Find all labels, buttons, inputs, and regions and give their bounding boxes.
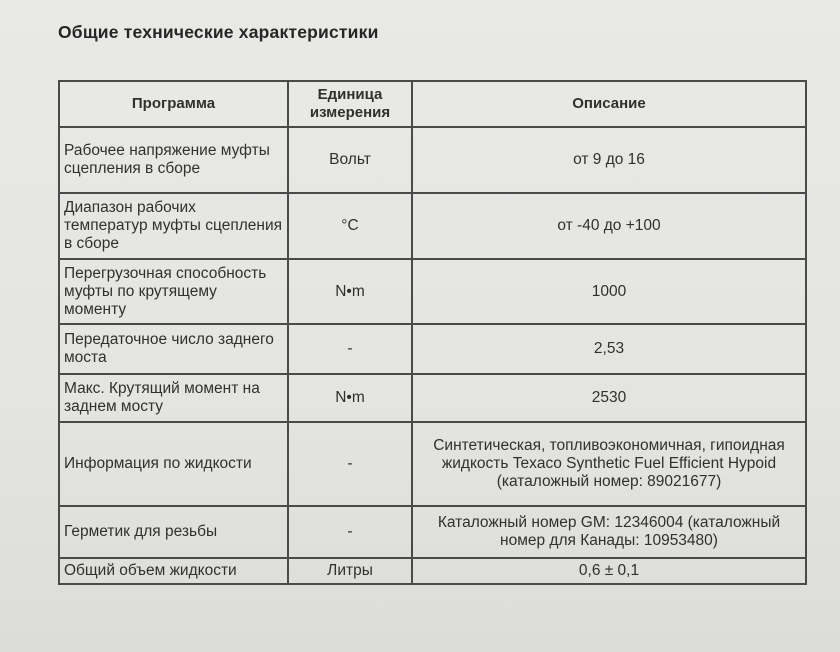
unit-cell: - bbox=[288, 506, 412, 558]
table-row bbox=[59, 374, 806, 422]
unit-cell: - bbox=[288, 422, 412, 506]
table-row bbox=[59, 324, 806, 374]
unit-cell: Литры bbox=[288, 558, 412, 584]
param-cell: Перегрузочная способность муфты по крутящему моменту bbox=[59, 259, 288, 324]
specifications-table bbox=[58, 80, 807, 585]
page-title: Общие технические характеристики bbox=[58, 22, 379, 42]
table-header-row bbox=[59, 81, 806, 127]
param-cell: Передаточное число заднего моста bbox=[59, 324, 288, 374]
description-cell: Каталожный номер GM: 12346004 (каталожный номер для Канады: 10953480) bbox=[412, 506, 806, 558]
table-row bbox=[59, 127, 806, 193]
unit-cell: - bbox=[288, 324, 412, 374]
description-cell: 1000 bbox=[412, 259, 806, 324]
description-cell: от 9 до 16 bbox=[412, 127, 806, 193]
param-cell: Информация по жидкости bbox=[59, 422, 288, 506]
table-row bbox=[59, 558, 806, 584]
table-row bbox=[59, 259, 806, 324]
param-cell: Диапазон рабочих температур муфты сцепления в сборе bbox=[59, 193, 288, 259]
column-header-program: Программа bbox=[59, 81, 288, 127]
param-cell: Макс. Крутящий момент на заднем мосту bbox=[59, 374, 288, 422]
table-row bbox=[59, 506, 806, 558]
unit-cell: Вольт bbox=[288, 127, 412, 193]
unit-cell: N•m bbox=[288, 374, 412, 422]
unit-cell: °C bbox=[288, 193, 412, 259]
description-cell: 2,53 bbox=[412, 324, 806, 374]
column-header-unit: Единица измерения bbox=[288, 81, 412, 127]
unit-cell: N•m bbox=[288, 259, 412, 324]
param-cell: Герметик для резьбы bbox=[59, 506, 288, 558]
column-header-description: Описание bbox=[412, 81, 806, 127]
param-cell: Общий объем жидкости bbox=[59, 558, 288, 584]
description-cell: от -40 до +100 bbox=[412, 193, 806, 259]
description-cell: Синтетическая, топливоэкономичная, гипоидная жидкость Texaco Synthetic Fuel Efficient Hypoid (каталожный номер: 89021677) bbox=[412, 422, 806, 506]
description-cell: 2530 bbox=[412, 374, 806, 422]
param-cell: Рабочее напряжение муфты сцепления в сборе bbox=[59, 127, 288, 193]
description-cell: 0,6 ± 0,1 bbox=[412, 558, 806, 584]
table-row bbox=[59, 422, 806, 506]
table-row bbox=[59, 193, 806, 259]
